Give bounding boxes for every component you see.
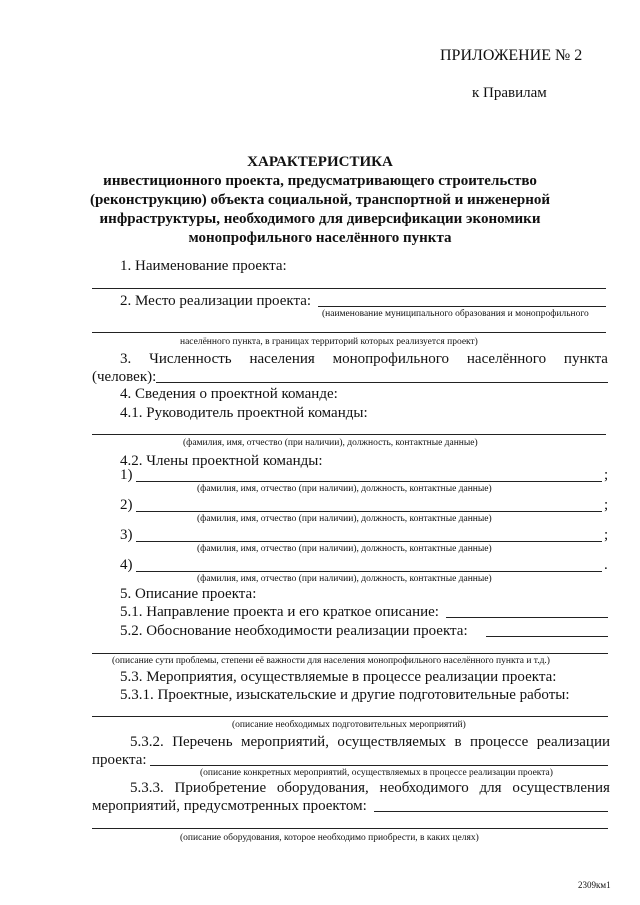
item-5-2-label: 5.2. Обоснование необходимости реализации проекта: <box>120 623 468 639</box>
member-2-caption: (фамилия, имя, отчество (при наличии), должность, контактные данные) <box>197 514 492 524</box>
item-3-label-cont: (человек): <box>92 369 157 385</box>
item-5-3-2-word: 5.3.2. <box>130 734 164 750</box>
item-5-3-3-word: 5.3.3. <box>130 780 164 796</box>
item-5-2-caption: (описание сути проблемы, степени её важности для населения монопрофильного населённого пункта и т.д.) <box>112 656 550 666</box>
title-line-1: инвестиционного проекта, предусматривающего строительство <box>103 173 537 189</box>
item-5-3-3-word: необходимого <box>379 780 469 796</box>
member-1-end: ; <box>604 467 609 483</box>
item-4-2-label: 4.2. Члены проектной команды: <box>120 453 323 469</box>
item-2-field-2[interactable] <box>92 332 606 333</box>
member-1-caption: (фамилия, имя, отчество (при наличии), должность, контактные данные) <box>197 484 492 494</box>
member-4-caption: (фамилия, имя, отчество (при наличии), должность, контактные данные) <box>197 574 492 584</box>
item-3-word: пункта <box>563 351 608 367</box>
item-2-caption-1: (наименование муниципального образования и монопрофильного <box>322 309 589 319</box>
item-3-word: населённого <box>466 351 547 367</box>
item-5-3-1-field[interactable] <box>92 716 608 717</box>
item-4-label: 4. Сведения о проектной команде: <box>120 386 338 402</box>
title-heading: ХАРАКТЕРИСТИКА <box>247 154 393 170</box>
appendix-number: ПРИЛОЖЕНИЕ № 2 <box>440 47 583 64</box>
item-2-label: 2. Место реализации проекта: <box>120 293 312 309</box>
item-3-word: Численность <box>149 351 232 367</box>
document-code: 2309км1 <box>578 880 611 890</box>
item-3-word: населения <box>249 351 315 367</box>
item-5-3-2-word: осуществляемых <box>337 734 447 750</box>
item-5-3-3-label-cont: мероприятий, предусмотренных проектом: <box>92 798 367 814</box>
item-5-3-2-word: в <box>454 734 462 750</box>
title-line-4: монопрофильного населённого пункта <box>188 230 452 246</box>
item-3-field[interactable] <box>156 382 608 383</box>
item-2-caption-2: населённого пункта, в границах территорий которых реализуется проект) <box>180 337 478 347</box>
item-4-1-field[interactable] <box>92 434 606 435</box>
title-line-2: (реконструкцию) объекта социальной, транспортной и инженерной <box>89 192 551 208</box>
member-2-end: ; <box>604 497 609 513</box>
item-5-3-3-word: Приобретение <box>174 780 267 796</box>
item-3-word: 3. <box>120 351 132 367</box>
item-5-3-2-field[interactable] <box>150 765 608 766</box>
item-1-field[interactable] <box>92 288 606 289</box>
item-5-3-2-word: реализации <box>536 734 610 750</box>
item-5-label: 5. Описание проекта: <box>120 586 257 602</box>
item-5-3-2-word: мероприятий, <box>240 734 329 750</box>
appendix-to-rules: к Правилам <box>472 85 547 101</box>
member-4-number: 4) <box>120 557 133 573</box>
item-5-3-label: 5.3. Мероприятия, осуществляемые в процессе реализации проекта: <box>120 669 557 685</box>
item-4-1-label: 4.1. Руководитель проектной команды: <box>120 405 368 421</box>
item-5-2-field[interactable] <box>486 636 608 637</box>
item-5-3-3-field-2[interactable] <box>92 828 608 829</box>
member-3-caption: (фамилия, имя, отчество (при наличии), должность, контактные данные) <box>197 544 492 554</box>
item-5-3-3-word: осуществления <box>512 780 610 796</box>
item-5-3-1-label: 5.3.1. Проектные, изыскательские и другие подготовительные работы: <box>120 687 570 703</box>
item-5-3-3-word: оборудования, <box>276 780 369 796</box>
title-line-3: инфраструктуры, необходимого для диверсификации экономики <box>99 211 541 227</box>
member-3-end: ; <box>604 527 609 543</box>
item-5-3-3-caption: (описание оборудования, которое необходимо приобрести, в каких целях) <box>180 833 479 843</box>
item-5-3-3-field[interactable] <box>374 811 608 812</box>
item-5-3-2-caption: (описание конкретных мероприятий, осуществляемых в процессе реализации проекта) <box>200 768 553 778</box>
item-5-3-2-label-cont: проекта: <box>92 752 147 768</box>
member-4-end: . <box>604 557 608 573</box>
member-4-field[interactable] <box>136 571 602 572</box>
item-5-3-2-word: Перечень <box>172 734 233 750</box>
member-2-field[interactable] <box>136 511 602 512</box>
item-4-1-caption: (фамилия, имя, отчество (при наличии), должность, контактные данные) <box>183 438 478 448</box>
member-1-number: 1) <box>120 467 133 483</box>
item-5-3-2-label <box>130 733 610 751</box>
item-1-label: 1. Наименование проекта: <box>120 258 287 274</box>
item-5-2-field-2[interactable] <box>92 653 608 654</box>
member-2-number: 2) <box>120 497 133 513</box>
item-2-field[interactable] <box>318 306 606 307</box>
item-5-1-label: 5.1. Направление проекта и его краткое описание: <box>120 604 439 620</box>
item-3-label <box>120 350 608 368</box>
item-3-word: монопрофильного <box>332 351 450 367</box>
member-3-field[interactable] <box>136 541 602 542</box>
member-1-field[interactable] <box>136 481 602 482</box>
item-5-3-1-caption: (описание необходимых подготовительных мероприятий) <box>232 720 466 730</box>
item-5-3-3-word: для <box>479 780 502 796</box>
member-3-number: 3) <box>120 527 133 543</box>
item-5-3-2-word: процессе <box>470 734 529 750</box>
document-title <box>80 153 560 248</box>
item-5-1-field[interactable] <box>446 617 608 618</box>
item-5-3-3-label <box>130 779 610 797</box>
